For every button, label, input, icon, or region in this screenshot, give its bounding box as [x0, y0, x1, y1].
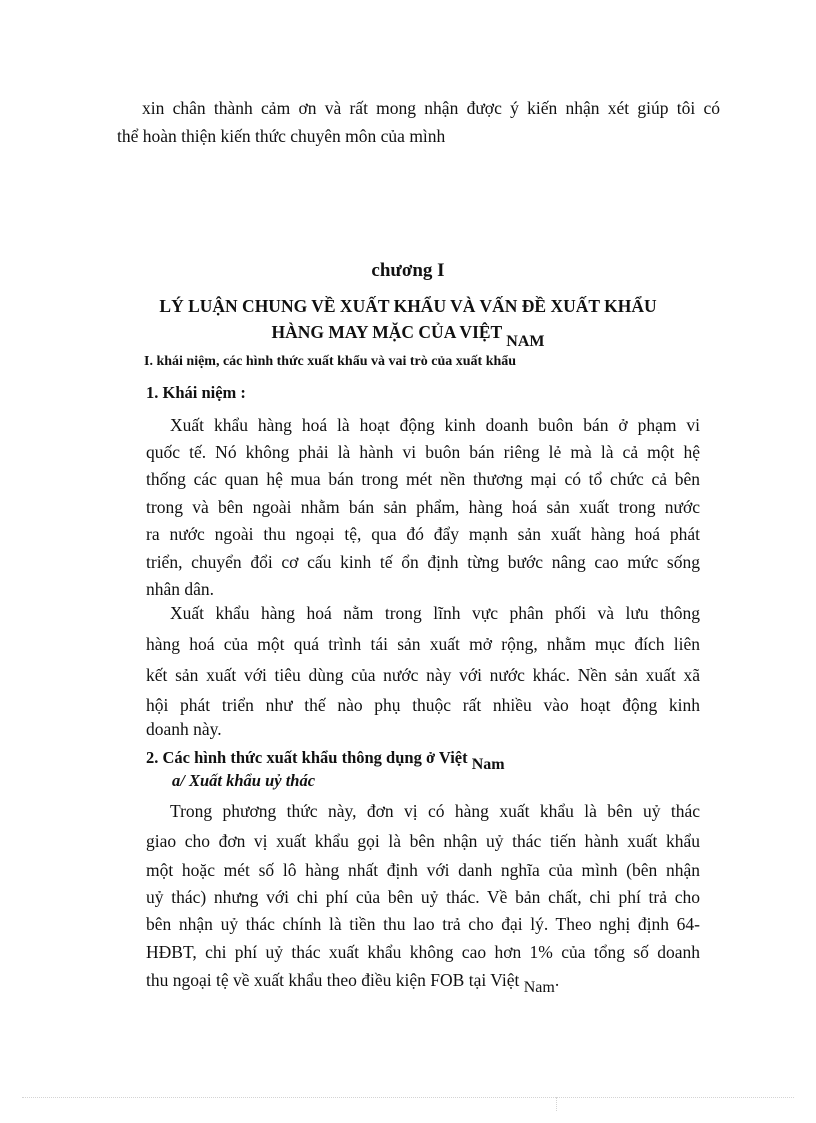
paragraph-line: trong và bên ngoài nhằm bán sản phẩm, hàng hoá sản xuất trong nước [146, 497, 700, 517]
subsection-2-heading-main: 2. Các hình thức xuất khẩu thông dụng ở Việt [146, 748, 468, 767]
footer-divider-vertical [556, 1097, 557, 1111]
paragraph-line: kết sản xuất với tiêu dùng của nước này với nước khác. Nền sản xuất xã [146, 665, 700, 685]
last-line-end: . [554, 970, 560, 990]
paragraph-line: hàng hoá của một quá trình tái sản xuất mở rộng, nhằm mục đích liên [146, 634, 700, 654]
paragraph-line: ra nước ngoài thu ngoại tệ, qua đó đẩy mạnh sản xuất hàng hoá phát [146, 524, 700, 544]
paragraph-line: triển, chuyển đổi cơ cấu kinh tế ổn định từng bước nâng cao mức sống [146, 552, 700, 572]
paragraph-line: doanh này. [146, 719, 222, 739]
subsection-2-heading [146, 748, 505, 773]
paragraph-line: quốc tế. Nó không phải là hành vi buôn bán riêng lẻ mà là cả một hệ [146, 442, 700, 462]
paragraph-line: uỷ thác) nhưng với chi phí của bên uỷ thác. Về bản chất, chi phí trả cho [146, 887, 700, 907]
footer-divider [22, 1097, 794, 1098]
paragraph-line: thống các quan hệ mua bán trong mét nền thương mại có tổ chức cả bên [146, 469, 700, 489]
paragraph-line: Xuất khẩu hàng hoá là hoạt động kinh doanh buôn bán ở phạm vi [170, 415, 700, 435]
chapter-title-line-2 [0, 322, 816, 350]
paragraph-line: bên nhận uỷ thác chính là tiền thu lao trả cho đại lý. Theo nghị định 64- [146, 914, 700, 934]
paragraph-line: một hoặc mét số lô hàng nhất định với danh nghĩa của mình (bên nhận [146, 860, 700, 880]
chapter-title-line-1: LÝ LUẬN CHUNG VỀ XUẤT KHẨU VÀ VẤN ĐỀ XUẤT KHẨU [159, 296, 657, 316]
paragraph-line: Xuất khẩu hàng hoá nằm trong lĩnh vực phân phối và lưu thông [170, 603, 700, 623]
intro-line-2: thể hoàn thiện kiến thức chuyên môn của mình [117, 126, 446, 146]
chapter-title-line-2-sub: NAM [506, 333, 545, 350]
chapter-label: chương I [371, 260, 445, 281]
intro-line-1: xin chân thành cảm ơn và rất mong nhận được ý kiến nhận xét giúp tôi có [142, 98, 720, 118]
last-line-main: thu ngoại tệ về xuất khẩu theo điều kiện FOB tại Việt [146, 970, 520, 990]
chapter-title-line-2-main: HÀNG MAY MẶC CỦA VIỆT [271, 322, 502, 342]
subsection-2a-heading: a/ Xuất khẩu uỷ thác [172, 771, 316, 790]
paragraph-line: giao cho đơn vị xuất khẩu gọi là bên nhận uỷ thác tiến hành xuất khẩu [146, 831, 700, 851]
paragraph-line: HĐBT, chi phí uỷ thác xuất khẩu không cao hơn 1% của tổng số doanh [146, 942, 700, 962]
paragraph-line: hội phát triển như thế nào phụ thuộc rất nhiều vào hoạt động kinh [146, 695, 700, 715]
section-heading: I. khái niệm, các hình thức xuất khẩu và vai trò của xuất khẩu [144, 354, 517, 369]
subsection-2-heading-sub: Nam [471, 756, 505, 773]
paragraph-line: nhân dân. [146, 579, 215, 599]
last-line-sub: Nam [523, 979, 555, 996]
paragraph-last-line [146, 969, 560, 996]
paragraph-line: Trong phương thức này, đơn vị có hàng xuất khẩu là bên uỷ thác [170, 801, 700, 821]
subsection-1-heading: 1. Khái niệm : [146, 383, 246, 402]
